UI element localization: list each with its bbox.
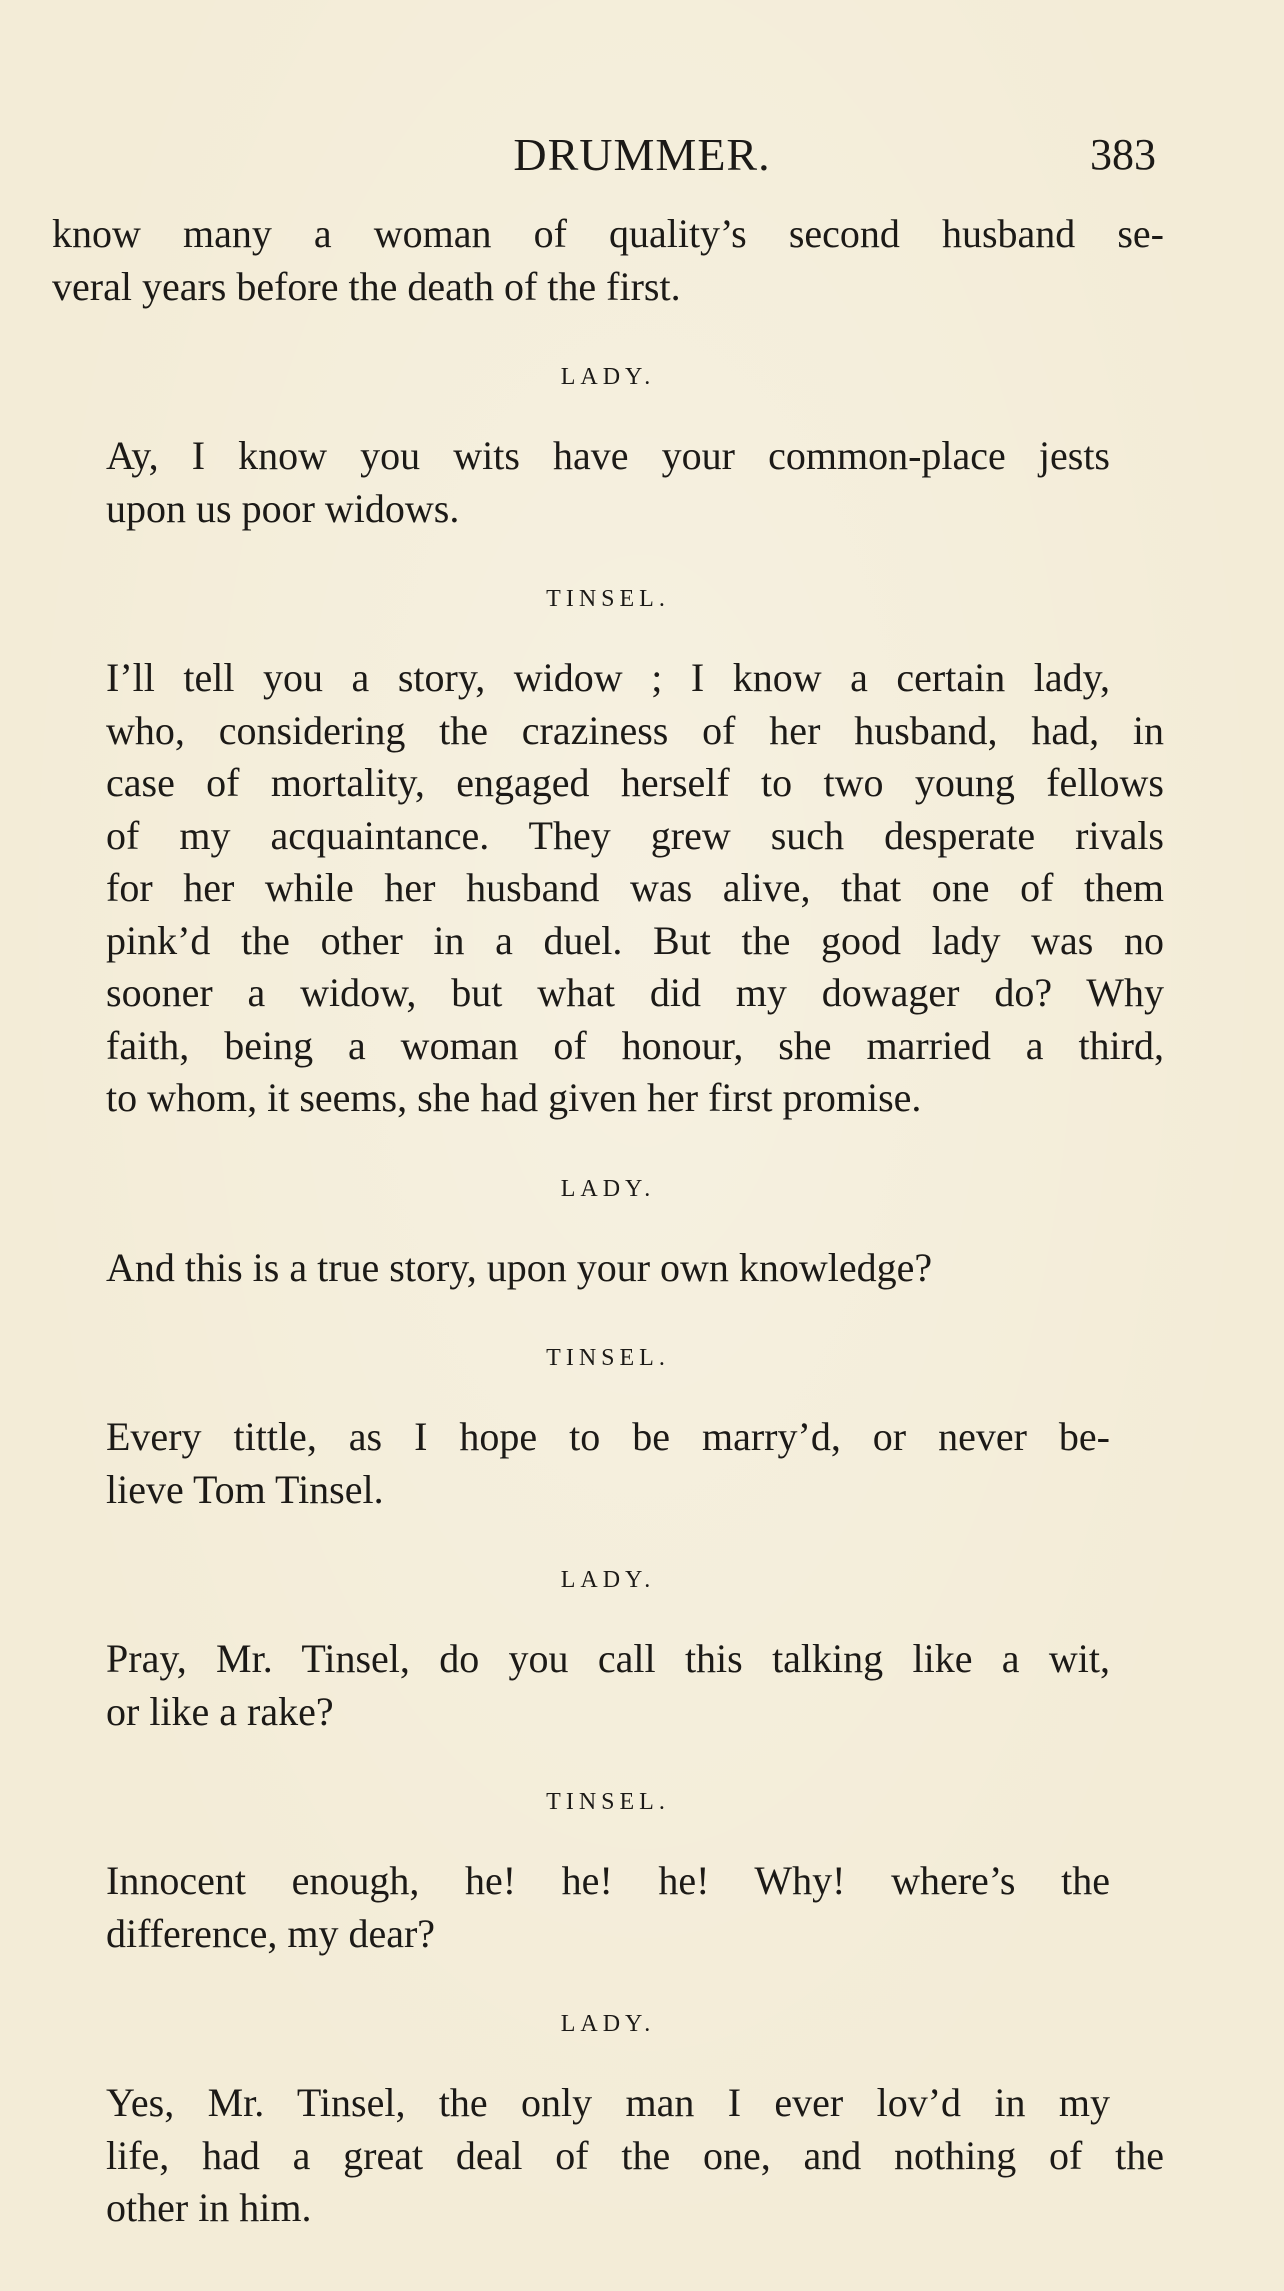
text-line: for her while her husband was alive, that one of them [106,865,1164,910]
speaker-name: LADY. [560,2011,656,2037]
running-head [0,125,1284,185]
text-line: life, had a great deal of the one, and nothing of the [106,2132,1164,2178]
text-line: Yes, Mr. Tinsel, the only man I ever lov’d in my [106,2080,1110,2125]
text-line: Ay, I know you wits have your common-place jests [106,433,1110,478]
text-line: And this is a true story, upon your own knowledge? [106,1244,933,1290]
play-text [52,208,1164,2235]
text-line: of my acquaintance. They grew such desperate rivals [106,812,1164,858]
dialogue-paragraph [52,430,1164,535]
text-line: faith, being a woman of honour, she married a third, [106,1022,1164,1068]
dialogue-paragraph [52,652,1164,1125]
speaker-name: TINSEL. [546,586,670,612]
text-line: difference, my dear? [106,1910,436,1956]
text-line: pink’d the other in a duel. But the good lady was no [106,917,1164,963]
text-line: case of mortality, engaged herself to two young fellows [106,760,1164,805]
speaker-name: LADY. [560,364,656,390]
text-line: Every tittle, as I hope to be marry’d, or never be- [106,1414,1110,1459]
text-line: Innocent enough, he! he! he! Why! where’s the [106,1858,1110,1903]
speaker-name: LADY. [560,1175,656,1202]
dialogue-paragraph [52,1633,1164,1738]
dialogue-paragraph [52,1242,1164,1295]
dialogue-paragraph [52,1411,1164,1516]
text-line: sooner a widow, but what did my dowager do? Why [106,970,1164,1015]
running-title: DRUMMER. [513,129,771,180]
dialogue-paragraph [52,1855,1164,1960]
text-line: I’ll tell you a story, widow ; I know a certain lady, [106,655,1110,700]
speaker-name: TINSEL. [546,1789,670,1815]
dialogue-paragraph [52,208,1164,313]
speaker-name: TINSEL. [546,1345,670,1371]
text-line: who, considering the craziness of her husband, had, in [106,707,1164,753]
text-line: other in him. [106,2185,312,2230]
text-line: upon us poor widows. [106,485,460,531]
text-line: Pray, Mr. Tinsel, do you call this talking like a wit, [106,1636,1110,1681]
text-line: or like a rake? [106,1688,334,1734]
page-number: 383 [1090,130,1156,179]
text-line: lieve Tom Tinsel. [106,1466,384,1512]
dialogue-paragraph [52,2077,1164,2235]
speaker-name: LADY. [560,1567,656,1593]
text-line: veral years before the death of the first. [52,263,681,309]
text-line: to whom, it seems, she had given her first promise. [106,1075,922,1120]
text-line: know many a woman of quality’s second husband se- [52,211,1164,256]
